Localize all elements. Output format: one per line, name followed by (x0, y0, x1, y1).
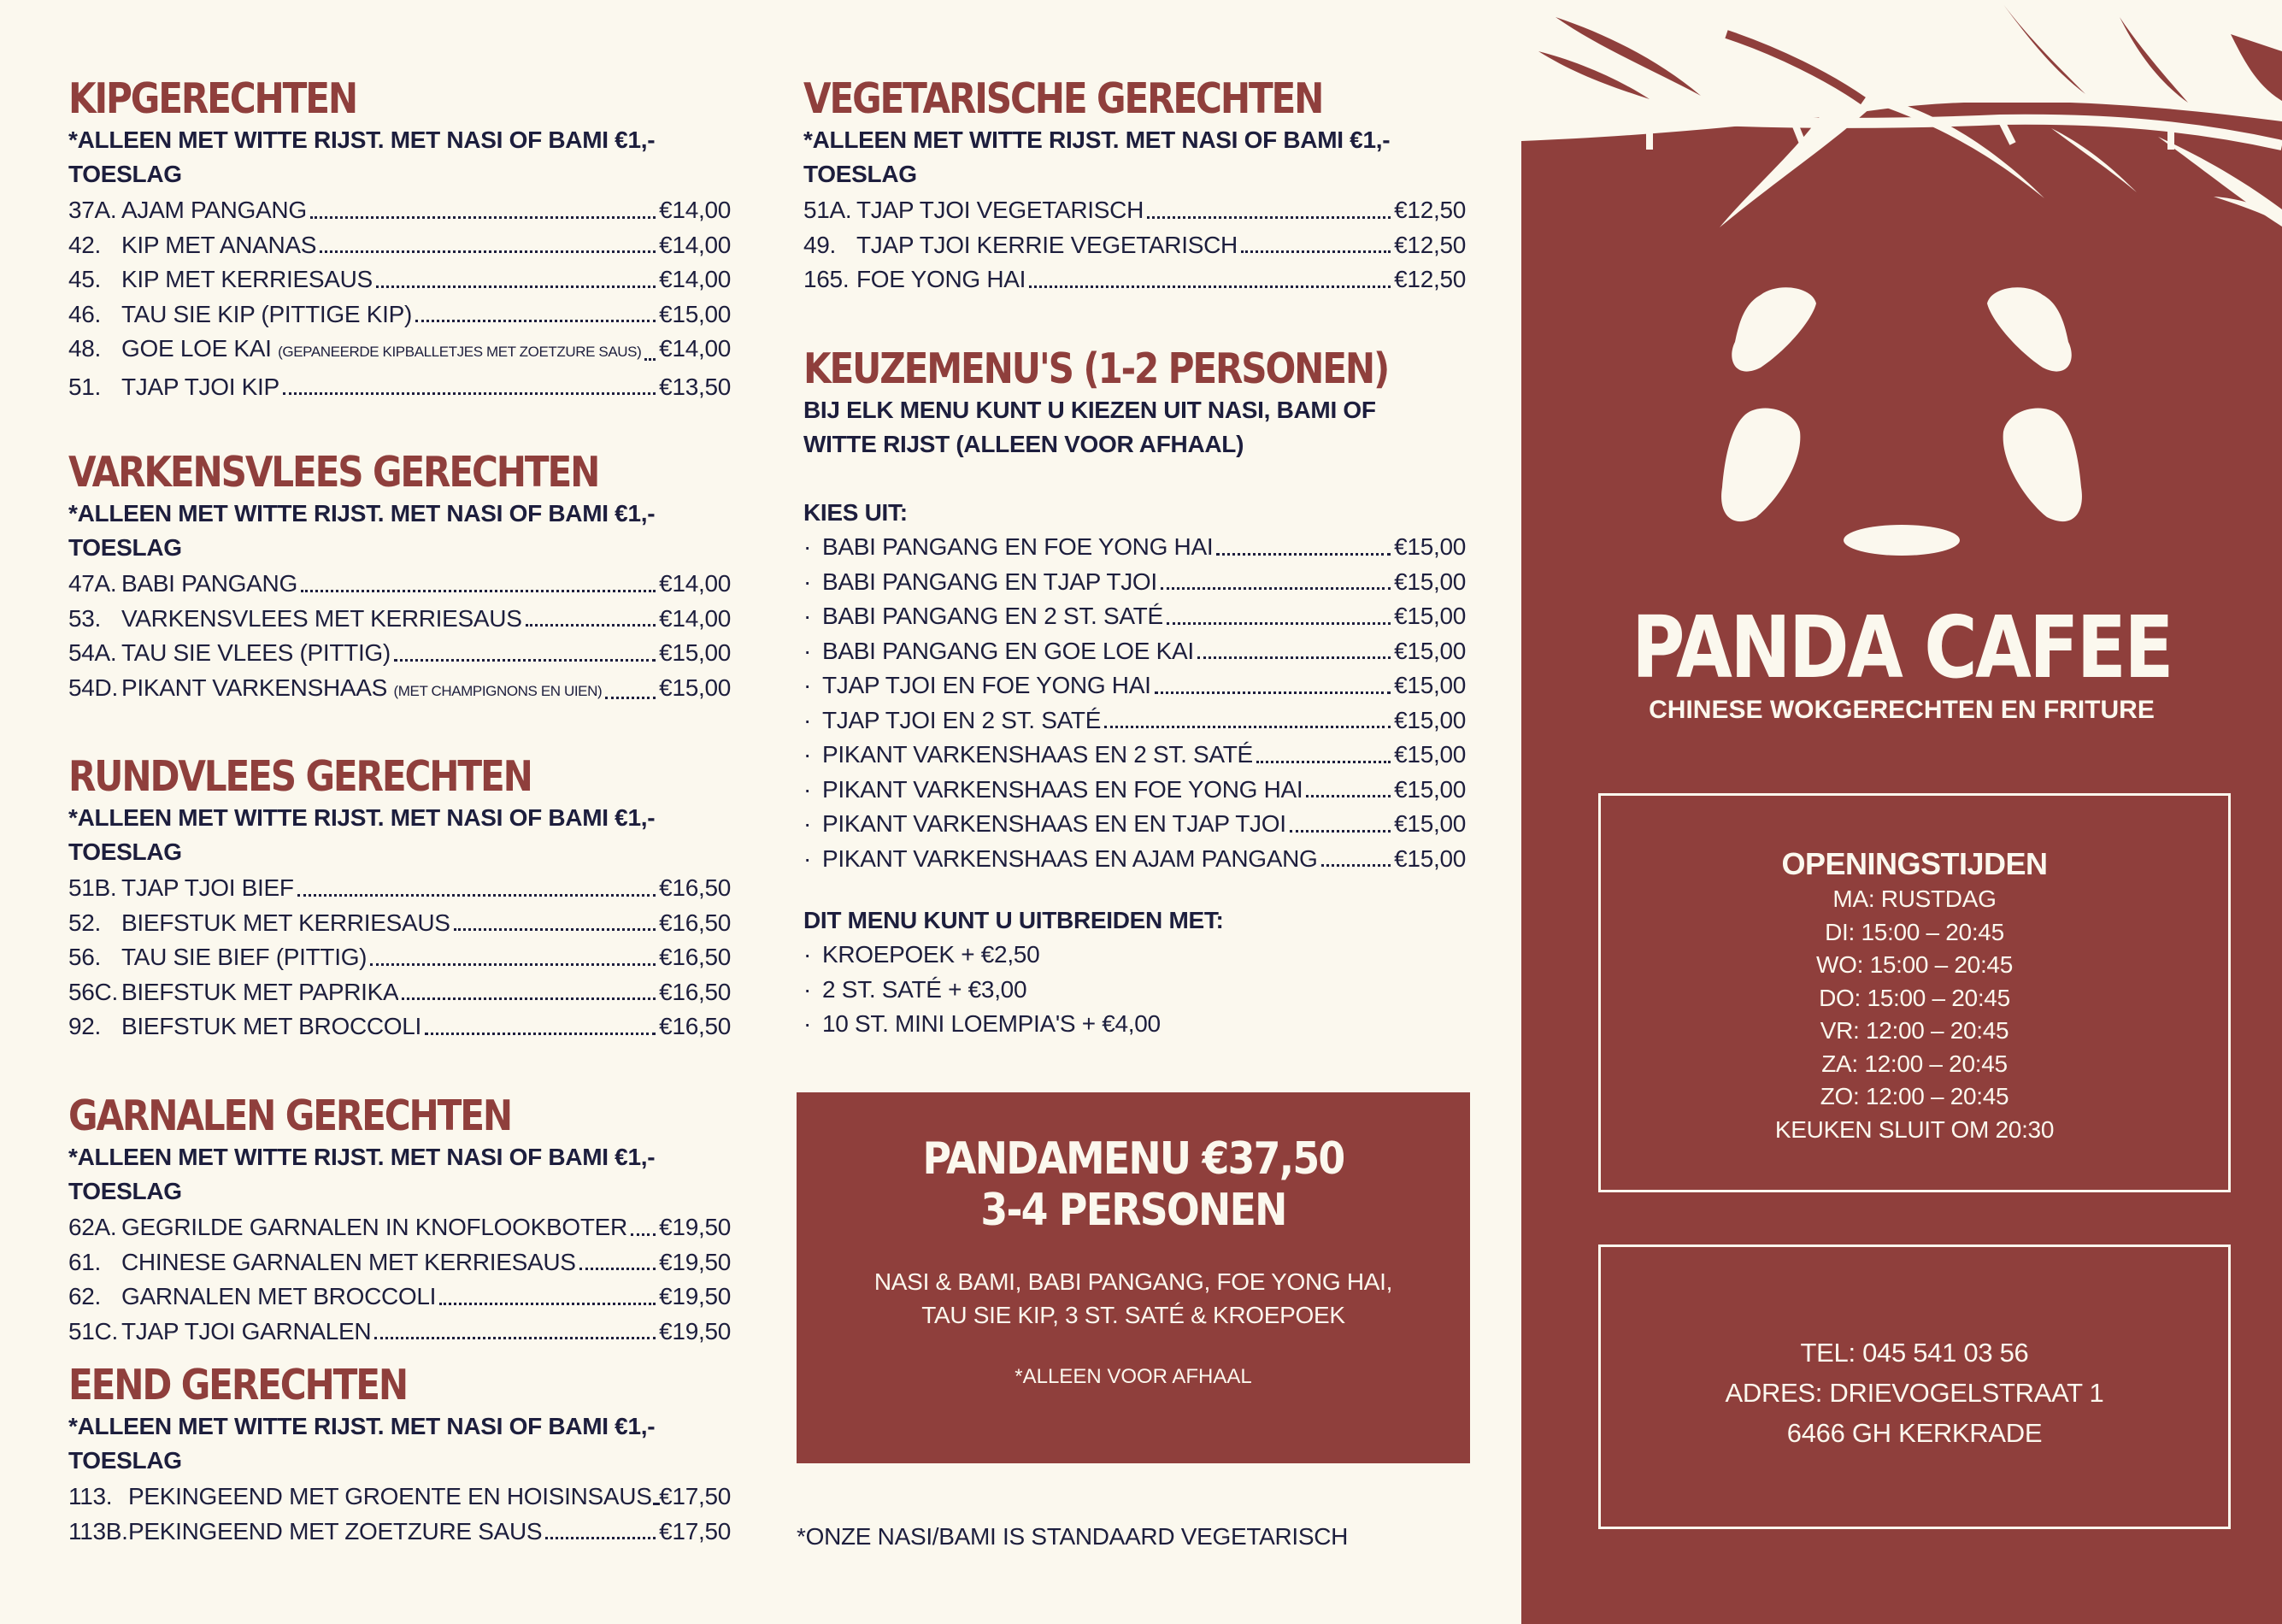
section-vega (803, 75, 1466, 297)
section-title: VARKENSVLEES GERECHTEN (68, 448, 599, 497)
extras-list (803, 938, 1466, 1042)
bullet: · (803, 975, 812, 1003)
bullet: · (803, 672, 812, 698)
dot-leader (1306, 795, 1391, 797)
item-number: 54A. (68, 639, 117, 666)
item-detail: (GEPANEERDE KIPBALLETJES MET ZOETZURE SAUS) (278, 344, 642, 360)
dot-leader (402, 997, 656, 1000)
section-title: EEND GERECHTEN (68, 1361, 408, 1409)
item-name (121, 636, 391, 671)
rice-note: *ALLEEN MET WITTE RIJST. MET NASI OF BAMI €1,- TOESLAG (68, 500, 656, 561)
item-number: 42. (68, 231, 102, 258)
dot-leader (1197, 656, 1391, 659)
item-number: 56C. (68, 978, 118, 1005)
item-price: €14,00 (659, 604, 731, 632)
dot-leader (320, 250, 656, 253)
bullet: · (803, 1010, 812, 1037)
item-number: 51. (68, 373, 102, 400)
opening-hours-line: ZO: 12:00 – 20:45 (1820, 1083, 2009, 1109)
menu-item (68, 906, 731, 941)
contact-box (1598, 1244, 2231, 1529)
item-name-text: BIEFSTUK MET BROCCOLI (121, 1013, 422, 1039)
section-title: RUNDVLEES GERECHTEN (68, 752, 532, 801)
dot-leader (394, 659, 656, 662)
item-name-text: GOE LOE KAI (121, 335, 272, 362)
item-name: BABI PANGANG EN GOE LOE KAI (822, 637, 1194, 664)
section-keuzemenu (803, 345, 1466, 1042)
extra-item (803, 938, 1466, 973)
menu-item (803, 262, 1466, 297)
dot-leader (301, 590, 656, 592)
item-name-text: TJAP TJOI VEGETARISCH (856, 197, 1144, 223)
brand-tagline: CHINESE WOKGERECHTEN EN FRITURE (1649, 696, 2155, 724)
dot-leader (1216, 553, 1391, 556)
item-price: €14,00 (659, 570, 731, 597)
opening-hours-line: ZA: 12:00 – 20:45 (1821, 1050, 2008, 1077)
extra-text: 10 ST. MINI LOEMPIA'S + €4,00 (822, 1010, 1161, 1037)
rice-note: *ALLEEN MET WITTE RIJST. MET NASI OF BAMI €1,- TOESLAG (68, 1413, 656, 1474)
item-price: €19,50 (659, 1214, 731, 1240)
item-list (68, 1210, 731, 1349)
item-number: 113. (68, 1483, 113, 1509)
item-price: €16,50 (659, 874, 731, 901)
item-price: €12,50 (1394, 231, 1466, 258)
pandamenu-title-line2: 3-4 PERSONEN (980, 1185, 1286, 1236)
rice-note: *ALLEEN MET WITTE RIJST. MET NASI OF BAMI €1,- TOESLAG (68, 804, 656, 865)
extra-item (803, 1007, 1466, 1042)
dot-leader (1147, 216, 1391, 219)
menu-item (68, 297, 731, 332)
bullet: · (803, 637, 812, 664)
item-name (121, 940, 367, 975)
pandamenu-description (797, 1265, 1470, 1332)
opening-hours-list (1601, 883, 2228, 1146)
item-name (121, 671, 602, 709)
item-price: €14,00 (659, 231, 731, 258)
opening-hours-line: WO: 15:00 – 20:45 (1816, 951, 2013, 978)
item-price: €14,00 (659, 335, 731, 362)
item-name-text: PEKINGEEND MET ZOETZURE SAUS (128, 1517, 543, 1545)
item-name: PIKANT VARKENSHAAS EN AJAM PANGANG (822, 844, 1318, 872)
item-name (121, 1210, 627, 1245)
menu-item (68, 1210, 731, 1245)
menu-item (68, 1245, 731, 1280)
dot-leader (1321, 864, 1391, 867)
dot-leader (545, 1537, 656, 1539)
dot-leader (374, 1337, 656, 1339)
keuze-item (803, 773, 1466, 808)
menu-item (803, 228, 1466, 263)
dot-leader (1029, 285, 1391, 288)
section-title: VEGETARISCHE GERECHTEN (803, 74, 1323, 123)
pandamenu-desc-line2: TAU SIE KIP, 3 ST. SATÉ & KROEPOEK (921, 1302, 1345, 1328)
menu-item (68, 370, 731, 405)
dot-leader (605, 697, 656, 699)
item-price: €15,00 (659, 300, 731, 327)
section-title: KEUZEMENU'S (1-2 PERSONEN) (803, 344, 1389, 393)
item-price: €12,50 (1394, 197, 1466, 223)
item-list (68, 1480, 731, 1549)
keuze-item (803, 807, 1466, 842)
pandamenu-desc-line1: NASI & BAMI, BABI PANGANG, FOE YONG HAI, (873, 1268, 1393, 1295)
section-title: GARNALEN GERECHTEN (68, 1091, 512, 1140)
extra-item (803, 973, 1466, 1008)
dot-leader (1256, 761, 1391, 763)
item-price: €13,50 (659, 373, 731, 400)
keuze-item (803, 703, 1466, 738)
item-name (121, 297, 412, 332)
menu-item (68, 636, 731, 671)
item-number: 45. (68, 266, 102, 292)
item-name-text: TJAP TJOI GARNALEN (121, 1317, 372, 1345)
item-price: €15,00 (1394, 637, 1466, 664)
item-number: 49. (803, 231, 837, 258)
opening-hours-line: MA: RUSTDAG (1832, 886, 1997, 912)
menu-item (68, 940, 731, 975)
item-price: €14,00 (659, 266, 731, 292)
item-number: 51B. (68, 874, 117, 901)
item-list (803, 193, 1466, 297)
dot-leader (579, 1268, 656, 1270)
menu-item (68, 332, 731, 370)
section-varkens (68, 449, 731, 709)
item-name (121, 1280, 436, 1315)
item-list (68, 193, 731, 404)
item-name (856, 228, 1238, 263)
menu-item (68, 193, 731, 228)
item-price: €15,00 (1394, 810, 1466, 837)
extra-text: 2 ST. SATÉ + €3,00 (822, 975, 1027, 1003)
item-name (121, 262, 373, 297)
item-name-text: VARKENSVLEES MET KERRIESAUS (121, 604, 522, 632)
extend-label: DIT MENU KUNT U UITBREIDEN MET: (803, 907, 1224, 933)
item-name (121, 1009, 421, 1044)
dot-leader (1290, 830, 1391, 833)
item-price: €15,00 (1394, 533, 1466, 560)
item-name (121, 975, 398, 1010)
section-rund (68, 753, 731, 1044)
item-name (121, 602, 522, 637)
item-name-text: KIP MET KERRIESAUS (121, 266, 373, 292)
section-kip (68, 75, 731, 404)
item-price: €19,50 (659, 1283, 731, 1309)
keuze-item-list (803, 530, 1466, 876)
pandamenu-title-line1: PANDAMENU €37,50 (922, 1133, 1344, 1185)
item-number: 62. (68, 1283, 102, 1309)
bullet: · (803, 775, 812, 803)
item-price: €16,50 (659, 978, 731, 1005)
item-number: 52. (68, 909, 102, 936)
dot-leader (283, 392, 656, 395)
item-name (856, 193, 1144, 228)
item-list (68, 871, 731, 1044)
bullet: · (803, 741, 812, 768)
item-name (128, 1515, 542, 1550)
bullet: · (803, 603, 812, 629)
item-name-text: TAU SIE VLEES (PITTIG) (121, 639, 391, 666)
dot-leader (631, 1233, 656, 1236)
dot-leader (644, 358, 656, 361)
item-name: BABI PANGANG EN 2 ST. SATÉ (822, 603, 1163, 629)
item-price: €15,00 (659, 639, 731, 666)
menu-item (68, 1515, 731, 1550)
opening-hours-box (1598, 793, 2231, 1192)
menu-item (68, 975, 731, 1010)
dot-leader (297, 894, 656, 897)
brand-panel (1521, 0, 2282, 1624)
section-garnalen (68, 1092, 731, 1349)
item-name (856, 262, 1026, 297)
rice-note: *ALLEEN MET WITTE RIJST. MET NASI OF BAMI €1,- TOESLAG (68, 1144, 656, 1204)
item-number: 56. (68, 944, 102, 970)
bullet: · (803, 941, 812, 968)
item-name: BABI PANGANG EN FOE YONG HAI (822, 533, 1214, 560)
bullet: · (803, 706, 812, 733)
bullet: · (803, 844, 812, 872)
item-detail: (MET CHAMPIGNONS EN UIEN) (393, 682, 603, 699)
item-number: 47A. (68, 570, 117, 597)
item-name: BABI PANGANG EN TJAP TJOI (822, 568, 1157, 595)
item-price: €15,00 (1394, 741, 1466, 768)
item-price: €17,50 (659, 1483, 731, 1509)
dot-leader (526, 624, 656, 627)
item-number: 61. (68, 1248, 102, 1275)
item-name (121, 332, 641, 370)
item-name-text: FOE YONG HAI (856, 266, 1026, 292)
item-price: €19,50 (659, 1248, 731, 1275)
keuze-item (803, 565, 1466, 600)
item-number: 48. (68, 335, 102, 362)
section-title: KIPGERECHTEN (68, 74, 357, 123)
item-number: 113B. (68, 1517, 128, 1545)
item-price: €15,00 (1394, 568, 1466, 595)
keuze-item (803, 738, 1466, 773)
menu-item (68, 671, 731, 709)
item-name (128, 1480, 652, 1515)
keuze-item (803, 599, 1466, 634)
keuze-item (803, 668, 1466, 703)
item-name-text: KIP MET ANANAS (121, 231, 317, 258)
rice-note: *ALLEEN MET WITTE RIJST. MET NASI OF BAMI €1,- TOESLAG (803, 127, 1391, 187)
item-price: €15,00 (1394, 603, 1466, 629)
menu-item (68, 602, 731, 637)
dot-leader (1241, 250, 1391, 253)
item-name: PIKANT VARKENSHAAS EN EN TJAP TJOI (822, 810, 1286, 837)
dot-leader (454, 928, 656, 931)
menu-item (803, 193, 1466, 228)
item-price: €15,00 (1394, 775, 1466, 803)
item-name-text: BIEFSTUK MET PAPRIKA (121, 978, 399, 1005)
opening-hours-line: DO: 15:00 – 20:45 (1819, 984, 2010, 1011)
vegetarian-footnote: *ONZE NASI/BAMI IS STANDAARD VEGETARISCH (797, 1523, 1349, 1550)
dot-leader (1104, 726, 1391, 728)
item-name (121, 1315, 371, 1350)
item-price: €15,00 (659, 674, 731, 701)
item-number: 165. (803, 266, 850, 292)
extra-text: KROEPOEK + €2,50 (822, 941, 1040, 968)
dot-leader (415, 320, 656, 322)
contact-address: ADRES: DRIEVOGELSTRAAT 1 (1725, 1378, 2104, 1408)
item-price: €17,50 (659, 1517, 731, 1545)
item-number: 62A. (68, 1214, 117, 1240)
item-name-text: TAU SIE BIEF (PITTIG) (121, 944, 368, 970)
item-price: €19,50 (659, 1317, 731, 1345)
item-name-text: TJAP TJOI KERRIE VEGETARISCH (856, 231, 1238, 258)
item-number: 92. (68, 1013, 102, 1039)
contact-phone: TEL: 045 541 03 56 (1800, 1338, 2029, 1368)
dot-leader (1161, 587, 1391, 590)
item-name (121, 1245, 576, 1280)
item-name-text: CHINESE GARNALEN MET KERRIESAUS (121, 1248, 576, 1275)
item-price: €14,00 (659, 197, 731, 223)
choose-label: KIES UIT: (803, 499, 908, 526)
item-name-text: BABI PANGANG (121, 570, 297, 597)
item-name (121, 193, 307, 228)
item-list (68, 567, 731, 709)
item-name-text: TJAP TJOI BIEF (121, 874, 294, 901)
item-price: €16,50 (659, 1013, 731, 1039)
item-price: €16,50 (659, 944, 731, 970)
item-name-text: AJAM PANGANG (121, 197, 307, 223)
item-name (121, 906, 450, 941)
dot-leader (439, 1303, 656, 1305)
menu-item (68, 262, 731, 297)
item-name: PIKANT VARKENSHAAS EN FOE YONG HAI (822, 775, 1303, 803)
rice-note: *ALLEEN MET WITTE RIJST. MET NASI OF BAMI €1,- TOESLAG (68, 127, 656, 187)
item-name-text: PIKANT VARKENSHAAS (121, 674, 387, 701)
keuze-item (803, 530, 1466, 565)
item-price: €15,00 (1394, 706, 1466, 733)
bullet: · (803, 810, 812, 837)
item-number: 54D. (68, 674, 118, 701)
item-price: €16,50 (659, 909, 731, 936)
dot-leader (1155, 691, 1391, 694)
keuze-item (803, 634, 1466, 669)
item-name (121, 871, 294, 906)
bullet: · (803, 533, 812, 560)
item-name (121, 567, 297, 602)
section-eend (68, 1362, 731, 1549)
item-name: TJAP TJOI EN FOE YONG HAI (822, 672, 1151, 698)
item-name-text: BIEFSTUK MET KERRIESAUS (121, 909, 450, 936)
menu-item (68, 1480, 731, 1515)
menu-item (68, 871, 731, 906)
item-name (121, 228, 316, 263)
pandamenu-box (797, 1092, 1470, 1463)
panda-face-icon (1521, 0, 2282, 581)
item-name-text: GARNALEN MET BROCCOLI (121, 1283, 437, 1309)
opening-hours-line: KEUKEN SLUIT OM 20:30 (1774, 1115, 2055, 1143)
keuze-item (803, 842, 1466, 877)
brand-name: PANDA CAFEE (1632, 597, 2172, 697)
item-number: 51C. (68, 1317, 118, 1345)
item-name: PIKANT VARKENSHAAS EN 2 ST. SATÉ (822, 741, 1253, 768)
menu-item (68, 1009, 731, 1044)
opening-hours-line: VR: 12:00 – 20:45 (1820, 1017, 2009, 1044)
item-name: TJAP TJOI EN 2 ST. SATÉ (822, 706, 1102, 733)
opening-hours-line: DI: 15:00 – 20:45 (1825, 918, 2004, 945)
item-number: 37A. (68, 197, 117, 223)
pandamenu-title (837, 1133, 1429, 1236)
item-name-text: TJAP TJOI KIP (121, 373, 279, 400)
item-name-text: GEGRILDE GARNALEN IN KNOFLOOKBOTER (121, 1214, 627, 1240)
menu-item (68, 1280, 731, 1315)
item-name-text: TAU SIE KIP (PITTIGE KIP) (121, 300, 412, 327)
menu-item (68, 228, 731, 263)
menu-item (68, 567, 731, 602)
bullet: · (803, 568, 812, 595)
opening-hours-title: OPENINGSTIJDEN (1781, 846, 2048, 881)
item-number: 46. (68, 300, 102, 327)
dot-leader (425, 1033, 656, 1035)
item-number: 53. (68, 604, 102, 632)
keuze-intro: BIJ ELK MENU KUNT U KIEZEN UIT NASI, BAMI OF WITTE RIJST (ALLEEN VOOR AFHAAL) (803, 397, 1376, 457)
item-number: 51A. (803, 197, 852, 223)
contact-city: 6466 GH KERKRADE (1786, 1418, 2043, 1448)
dot-leader (310, 216, 656, 219)
dot-leader (1167, 622, 1391, 625)
item-price: €15,00 (1394, 844, 1466, 872)
pandamenu-note: *ALLEEN VOOR AFHAAL (1015, 1365, 1252, 1388)
dot-leader (370, 963, 656, 966)
menu-item (68, 1315, 731, 1350)
item-price: €15,00 (1394, 672, 1466, 698)
item-price: €12,50 (1394, 266, 1466, 292)
dot-leader (376, 285, 656, 288)
item-name-text: PEKINGEEND MET GROENTE EN HOISINSAUS (128, 1483, 652, 1509)
item-name (121, 370, 279, 405)
